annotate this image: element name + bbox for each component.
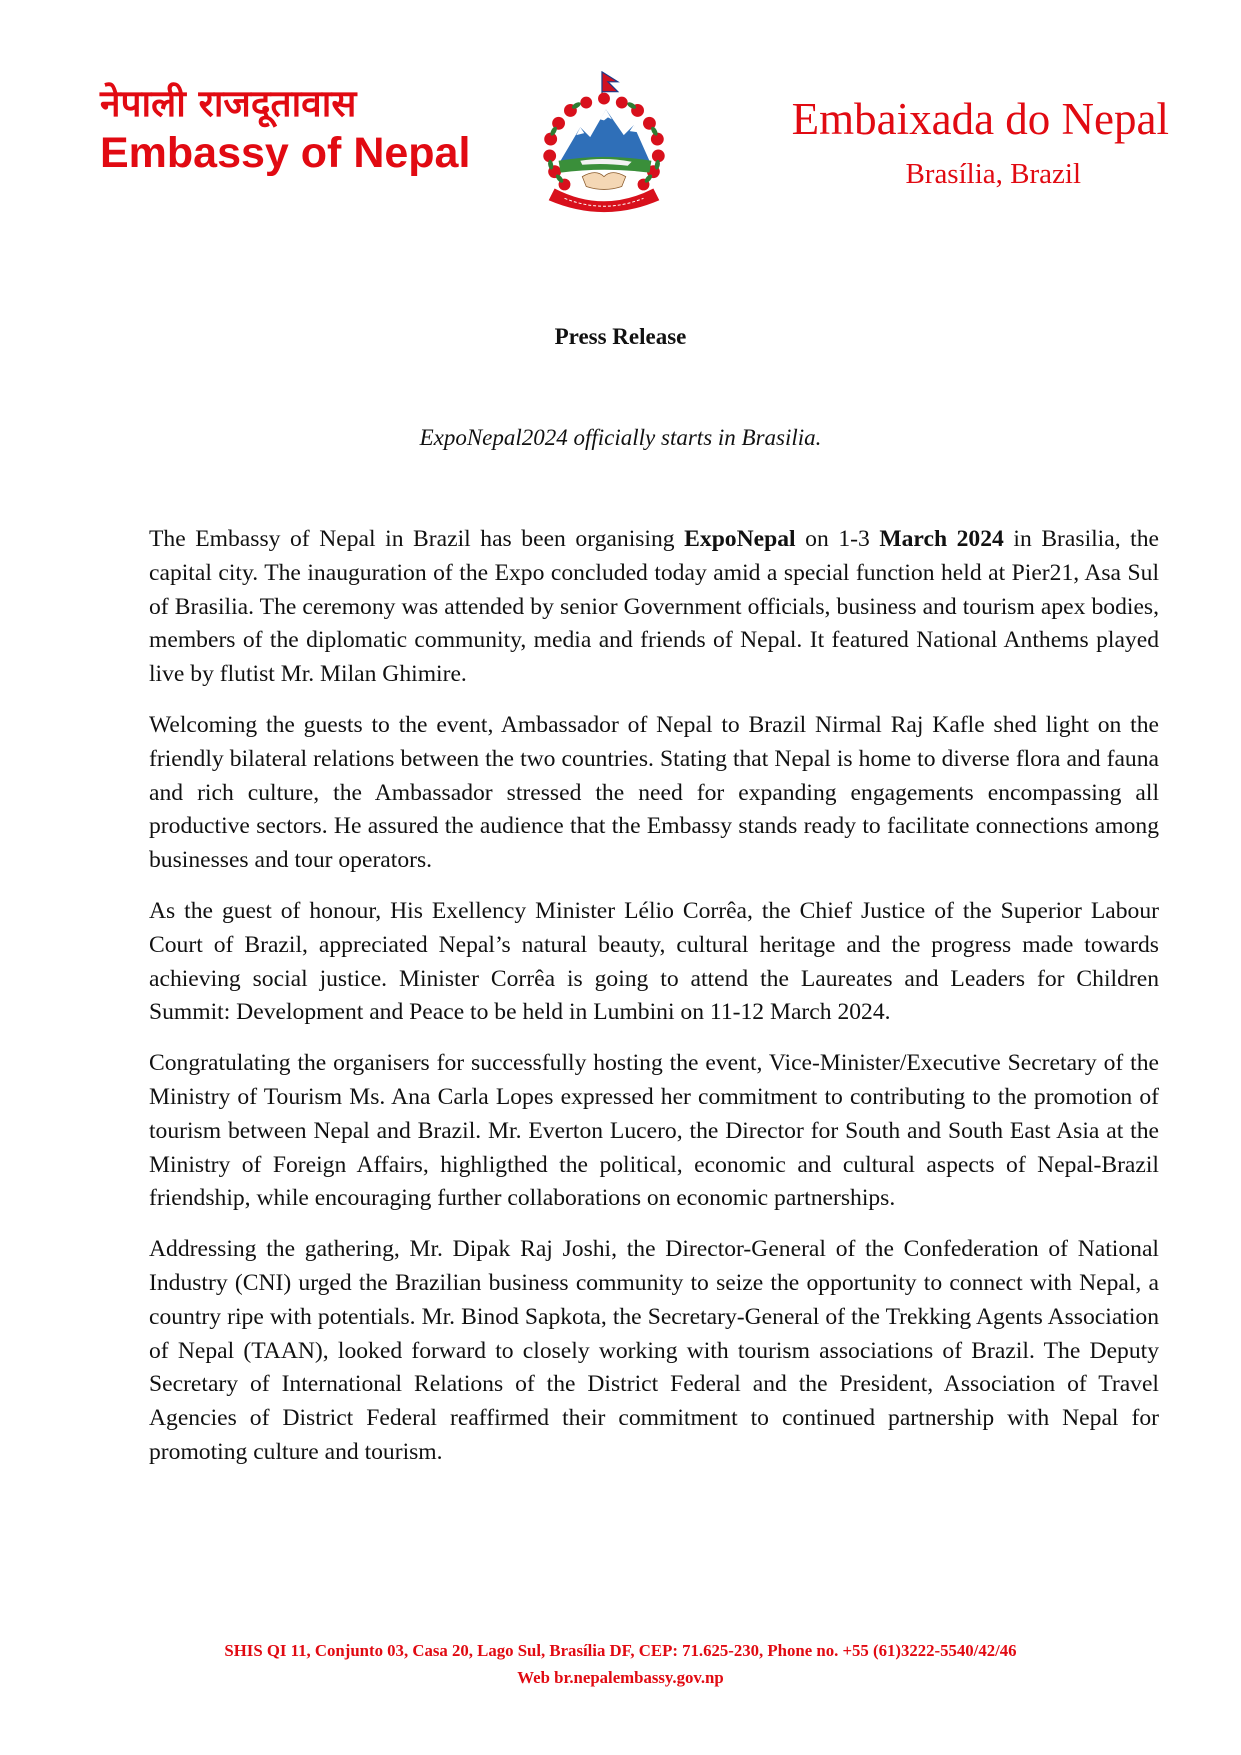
document-subtitle: ExpoNepal2024 officially starts in Brasilia.	[419, 425, 822, 450]
paragraph-1: The Embassy of Nepal in Brazil has been organising ExpoNepal on 1-3 March 2024 in Brasilia, the capital city. The inauguration of the Expo concluded today amid a special function held at Pier21, Asa Sul of Brasilia. The ceremony was attended by senior Government officials, business and tourism apex bodies, members of the diplomatic community, media and friends of Nepal. It featured National Anthems played live by flutist Mr. Milan Ghimire.	[149, 526, 1159, 688]
paragraph-4: Congratulating the organisers for successfully hosting the event, Vice-Minister/Executive Secretary of the Ministry of Tourism Ms. Ana Carla Lopes expressed her commitment to contributing to the promotion of tourism between Nepal and Brazil. Mr. Everton Lucero, the Director for South and South East Asia at the Ministry of Foreign Affairs, highligthed the political, economic and cultural aspects of Nepal-Brazil friendship, while encouraging further collaborations on economic partnerships.	[149, 1050, 1159, 1212]
paragraph-5: Addressing the gathering, Mr. Dipak Raj Joshi, the Director-General of the Confederation of National Industry (CNI) urged the Brazilian business community to seize the opportunity to connect with Nepal, a country ripe with potentials. Mr. Binod Sapkota, the Secretary-General of the Trekking Agents Association of Nepal (TAAN), looked forward to closely working with tourism associations of Brazil. The Deputy Secretary of International Relations of the District Federal and the President, Association of Travel Agencies of District Federal reaffirmed their commitment to continued partnership with Nepal for promoting culture and tourism.	[149, 1236, 1159, 1465]
header-left	[100, 82, 500, 180]
footer-web: Web br.nepalembassy.gov.np	[517, 1668, 724, 1687]
embassy-name-devanagari: नेपाली राजदूतावास	[100, 82, 357, 125]
header-right	[792, 90, 1169, 194]
embassy-name-english: Embassy of Nepal	[100, 129, 471, 177]
footer-address: SHIS QI 11, Conjunto 03, Casa 20, Lago Sul, Brasília DF, CEP: 71.625-230, Phone no. +55 (61)3222-5540/42/46	[224, 1641, 1017, 1660]
embassy-location: Brasília, Brazil	[905, 158, 1081, 190]
event-name: ExpoNepal	[684, 526, 796, 552]
paragraph-2: Welcoming the guests to the event, Ambassador of Nepal to Brazil Nirmal Raj Kafle shed light on the friendly bilateral relations between the two countries. Stating that Nepal is home to diverse flora and fauna and rich culture, the Ambassador stressed the need for expanding engagements encompassing all productive sectors. He assured the audience that the Embassy stands ready to facilitate connections among businesses and tour operators.	[149, 711, 1159, 874]
nepal-coat-of-arms-icon	[525, 66, 683, 224]
embassy-name-portuguese: Embaixada do Nepal	[791, 94, 1169, 144]
document-body	[149, 523, 1159, 1487]
footer	[0, 1637, 1241, 1691]
document-title: Press Release	[554, 324, 687, 349]
paragraph-3: As the guest of honour, His Exellency Minister Lélio Corrêa, the Chief Justice of the Superior Labour Court of Brazil, appreciated Nepal’s natural beauty, cultural heritage and the progress made towards achieving social justice. Minister Corrêa is going to attend the Laureates and Leaders for Children Summit: Development and Peace to be held in Lumbini on 11-12 March 2024.	[149, 897, 1159, 1026]
event-date: March 2024	[879, 526, 1004, 552]
